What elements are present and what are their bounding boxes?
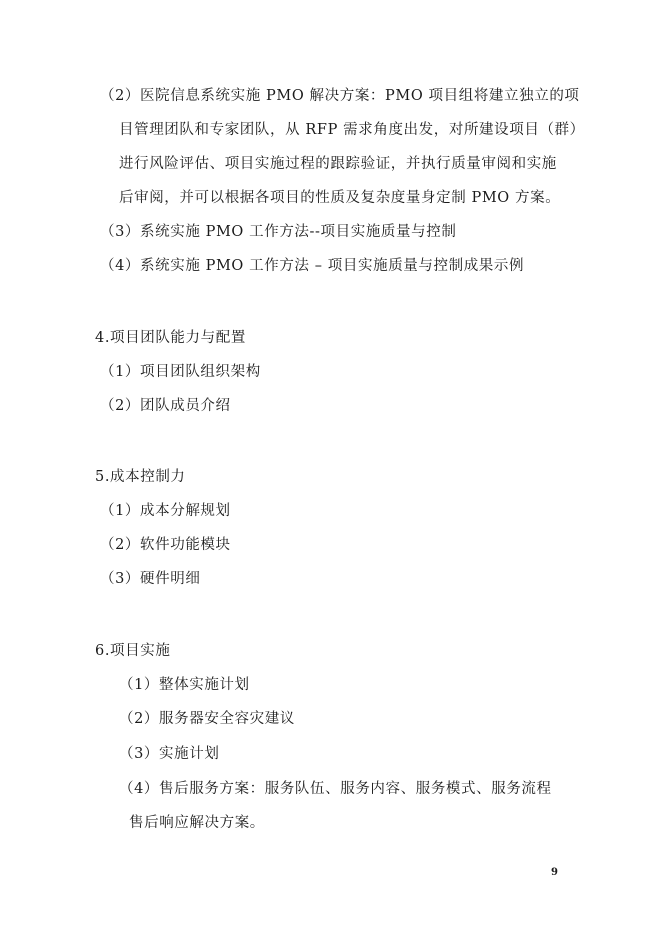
section-heading-5: 5.成本控制力 — [95, 469, 186, 485]
text-line-12: （2）软件功能模块 — [100, 537, 231, 553]
text-line-5: （3）系统实施 PMO 工作方法--项目实施质量与控制 — [100, 224, 457, 240]
text-line-9: （2）团队成员介绍 — [100, 398, 231, 414]
section-heading-6: 6.项目实施 — [95, 643, 171, 659]
text-line-13: （3）硬件明细 — [100, 571, 201, 587]
text-line-4: 后审阅，并可以根据各项目的性质及复杂度量身定制 PMO 方案。 — [119, 190, 561, 206]
text-line-15: （1）整体实施计划 — [119, 677, 250, 693]
text-line-2: 目管理团队和专家团队，从 RFP 需求角度出发，对所建设项目（群） — [119, 122, 585, 138]
text-line-3: 进行风险评估、项目实施过程的跟踪验证，并执行质量审阅和实施 — [119, 156, 557, 172]
page-number: 9 — [551, 867, 558, 878]
text-line-6: （4）系统实施 PMO 工作方法 – 项目实施质量与控制成果示例 — [100, 258, 525, 274]
text-line-8: （1）项目团队组织架构 — [100, 364, 261, 380]
section-heading-4: 4.项目团队能力与配置 — [95, 330, 246, 346]
text-line-18: （4）售后服务方案：服务队伍、服务内容、服务模式、服务流程 — [119, 781, 552, 797]
text-line-16: （2）服务器安全容灾建议 — [119, 711, 295, 727]
text-line-11: （1）成本分解规划 — [100, 503, 231, 519]
text-line-1: （2）医院信息系统实施 PMO 解决方案：PMO 项目组将建立独立的项 — [100, 88, 580, 104]
text-line-19: 售后响应解决方案。 — [129, 815, 265, 831]
text-line-17: （3）实施计划 — [119, 746, 220, 762]
